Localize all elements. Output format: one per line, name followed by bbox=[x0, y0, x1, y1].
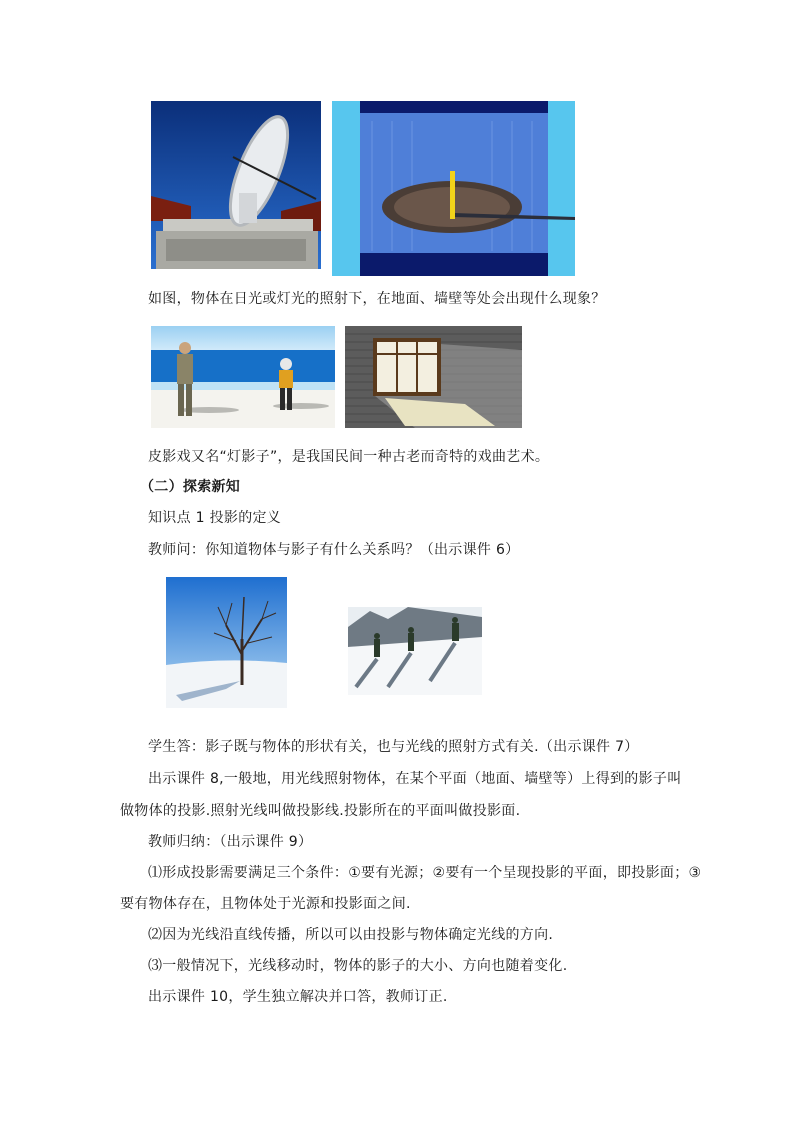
definition-line-1: 出示课件 8,一般地，用光线照射物体，在某个平面（地面、墙壁等）上得到的影子叫 bbox=[148, 771, 682, 787]
paragraph-question: 如图，物体在日光或灯光的照射下，在地面、墙壁等处会出现什么现象？ bbox=[148, 291, 606, 307]
student-answer: 学生答：影子既与物体的形状有关，也与光线的照射方式有关.（出示课件 7） bbox=[148, 739, 639, 755]
snow-tree-shadow-photo bbox=[166, 577, 287, 708]
paragraph-shadow-play: 皮影戏又名“灯影子”，是我国民间一种古老而奇特的戏曲艺术。 bbox=[148, 449, 550, 465]
summary-item-1-line-1: ⑴形成投影需要满足三个条件：①要有光源；②要有一个呈现投影的平面，即投影面；③ bbox=[148, 865, 702, 881]
definition-line-2: 做物体的投影.照射光线叫做投影线.投影所在的平面叫做投影面. bbox=[120, 803, 521, 819]
closing-line: 出示课件 10，学生独立解决并口答，教师订正. bbox=[148, 989, 448, 1005]
summary-item-1-line-2: 要有物体存在，且物体处于光源和投影面之间. bbox=[120, 896, 411, 912]
section-heading: （二）探索新知 bbox=[140, 479, 241, 495]
knowledge-point-title: 知识点 1 投影的定义 bbox=[148, 510, 282, 526]
summary-item-3: ⑶一般情况下，光线移动时，物体的影子的大小、方向也随着变化. bbox=[148, 958, 568, 974]
snow-skiers-shadow-photo bbox=[348, 607, 482, 695]
beach-people-shadow-photo bbox=[151, 326, 335, 428]
teacher-question: 教师问：你知道物体与影子有什么关系吗？（出示课件 6） bbox=[148, 542, 520, 558]
sundial-photo bbox=[151, 101, 321, 269]
window-light-shadow-diagram bbox=[345, 326, 522, 428]
sundial-shadow-diagram bbox=[332, 101, 575, 276]
teacher-summary: 教师归纳：（出示课件 9） bbox=[148, 834, 313, 850]
summary-item-2: ⑵因为光线沿直线传播，所以可以由投影与物体确定光线的方向. bbox=[148, 927, 554, 943]
